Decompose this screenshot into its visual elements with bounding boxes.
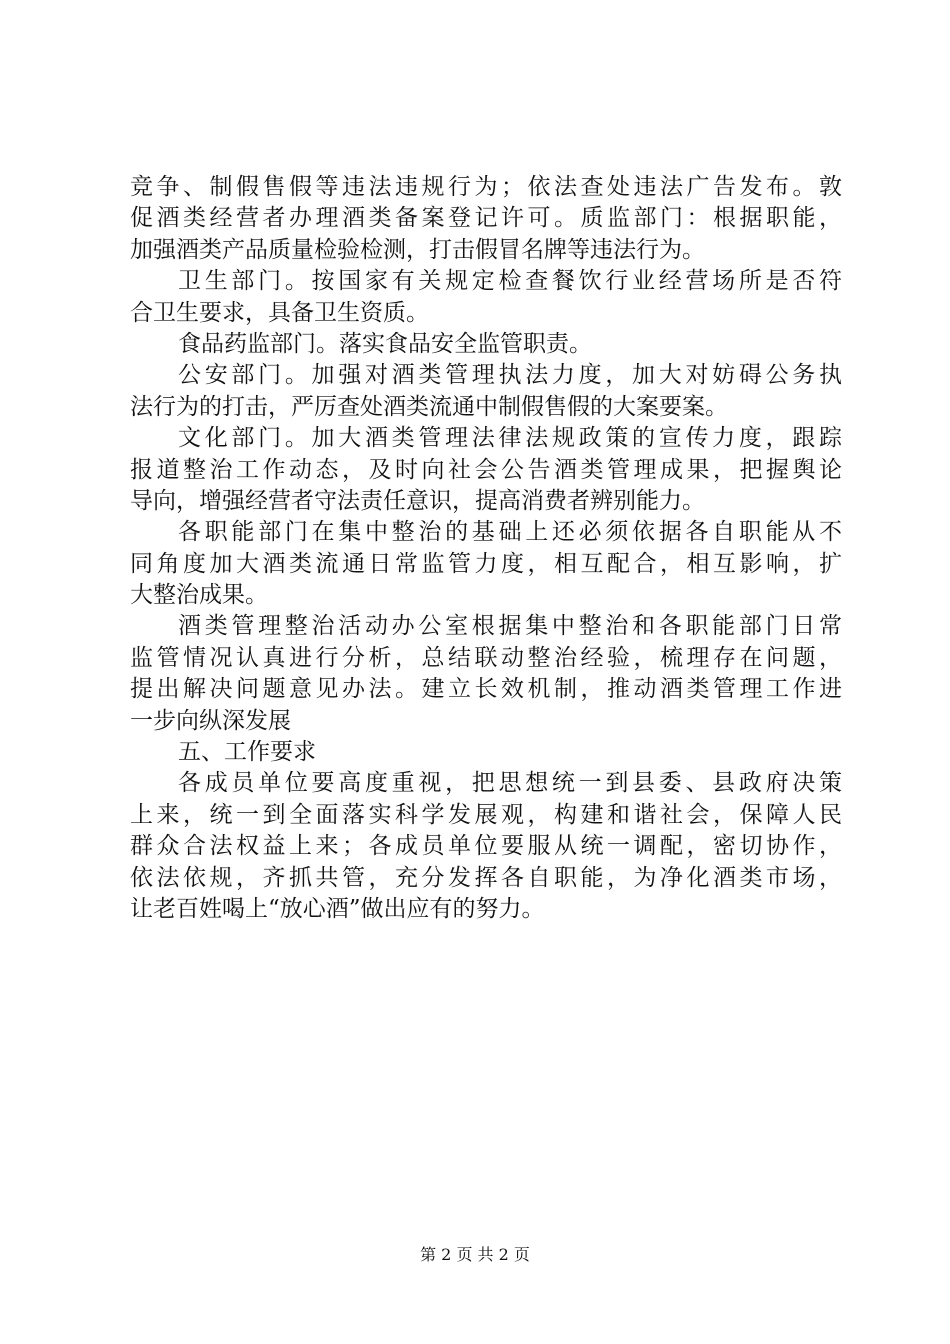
- text-line: 依法依规，齐抓共管，充分发挥各自职能，为净化酒类市场，: [130, 864, 842, 891]
- text-line: 让老百姓喝上“放心酒”做出应有的努力。: [130, 895, 545, 922]
- text-line: 酒类管理整治活动办公室根据集中整治和各职能部门日常: [178, 613, 842, 640]
- text-line: 文化部门。加大酒类管理法律法规政策的宣传力度，跟踪: [178, 425, 842, 452]
- text-line: 大整治成果。: [130, 582, 268, 609]
- text-line: 导向，增强经营者守法责任意识，提高消费者辨别能力。: [130, 487, 705, 514]
- text-line: 报道整治工作动态，及时向社会公告酒类管理成果，把握舆论: [130, 456, 842, 483]
- text-line: 各职能部门在集中整治的基础上还必须依据各自职能从不: [178, 519, 842, 546]
- text-line: 促酒类经营者办理酒类备案登记许可。质监部门：根据职能，: [130, 205, 842, 232]
- text-line: 一步向纵深发展: [130, 707, 291, 734]
- text-line: 五、工作要求: [178, 739, 316, 766]
- document-body: [130, 172, 842, 925]
- text-line: 公安部门。加强对酒类管理执法力度，加大对妨碍公务执: [178, 362, 842, 389]
- text-line: 合卫生要求，具备卫生资质。: [130, 299, 429, 326]
- text-line: 上来，统一到全面落实科学发展观，构建和谐社会，保障人民: [130, 801, 842, 828]
- text-line: 监管情况认真进行分析，总结联动整治经验，梳理存在问题，: [130, 644, 842, 671]
- text-line: 竞争、制假售假等违法违规行为；依法查处违法广告发布。敦: [130, 174, 842, 200]
- text-line: 提出解决问题意见办法。建立长效机制，推动酒类管理工作进: [130, 676, 842, 703]
- text-line: 食品药监部门。落实食品安全监管职责。: [178, 330, 592, 357]
- text-line: 群众合法权益上来；各成员单位要服从统一调配，密切协作，: [130, 833, 842, 860]
- text-line: 卫生部门。按国家有关规定检查餐饮行业经营场所是否符: [178, 268, 842, 295]
- text-line: 各成员单位要高度重视，把思想统一到县委、县政府决策: [178, 770, 842, 797]
- text-line: 同角度加大酒类流通日常监管力度，相互配合，相互影响，扩: [130, 550, 842, 577]
- text-line: 法行为的打击，严厉查处酒类流通中制假售假的大案要案。: [130, 393, 728, 420]
- text-line: 加强酒类产品质量检验检测，打击假冒名牌等违法行为。: [130, 236, 705, 263]
- page-footer: 第 2 页 共 2 页: [420, 1245, 530, 1264]
